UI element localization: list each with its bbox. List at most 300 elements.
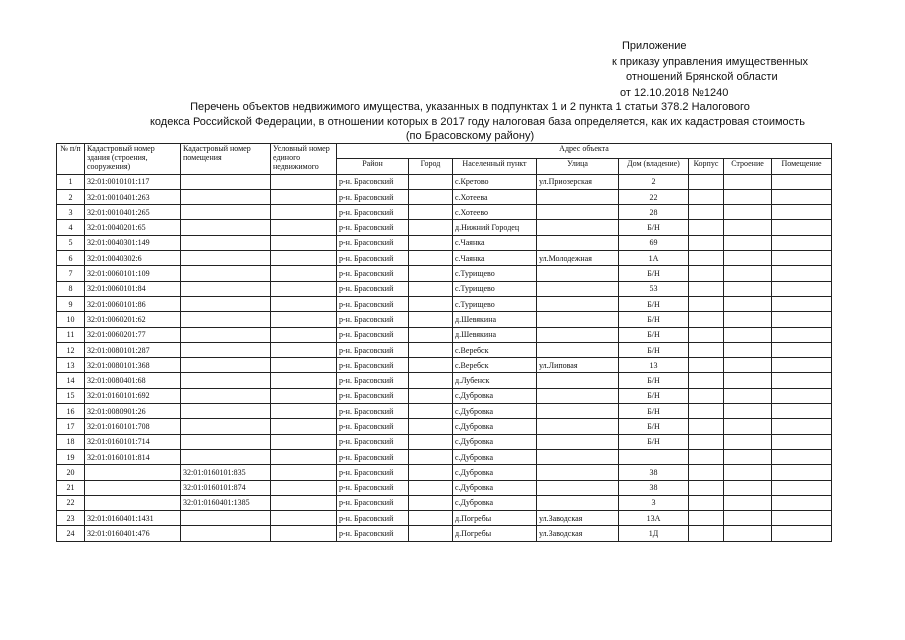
cell-cond-num	[271, 511, 337, 526]
table-row	[57, 511, 832, 526]
cell-city	[409, 449, 453, 464]
cell-cad-room	[181, 449, 271, 464]
cell-house: 69	[619, 235, 689, 250]
cell-cad-room	[181, 296, 271, 311]
header-cad-building-text: Кадастровый номер здания (строения, сооружения)	[87, 144, 155, 171]
cell-cond-num	[271, 480, 337, 495]
cell-district: р-н. Брасовский	[337, 526, 409, 541]
title-line-1: Перечень объектов недвижимого имущества, указанных в подпунктах 1 и 2 пункта 1 статьи 378.2 Налогового	[190, 101, 750, 113]
cell-cad-room	[181, 388, 271, 403]
cell-city	[409, 251, 453, 266]
cell-num: 2	[57, 189, 85, 204]
cell-building	[724, 266, 772, 281]
header-cad-room-text: Кадастровый номер помещения	[183, 144, 251, 162]
cell-district: р-н. Брасовский	[337, 434, 409, 449]
cell-house: Б/Н	[619, 266, 689, 281]
cell-settlement: с.Веребск	[453, 342, 537, 357]
cell-room	[772, 373, 832, 388]
table-row	[57, 419, 832, 434]
cell-building	[724, 327, 772, 342]
cell-cad-building: 32:01:0160101:708	[85, 419, 181, 434]
cell-cad-room: 32:01:0160401:1385	[181, 495, 271, 510]
cell-num: 5	[57, 235, 85, 250]
cell-building	[724, 296, 772, 311]
cell-district: р-н. Брасовский	[337, 174, 409, 189]
cell-corpus	[689, 449, 724, 464]
table-body	[57, 174, 832, 541]
cell-district: р-н. Брасовский	[337, 388, 409, 403]
cell-cond-num	[271, 251, 337, 266]
cell-building	[724, 220, 772, 235]
table-row	[57, 296, 832, 311]
header-building: Строение	[724, 159, 772, 174]
cell-district: р-н. Брасовский	[337, 480, 409, 495]
cell-cad-building: 32:01:0060101:109	[85, 266, 181, 281]
cell-settlement: с.Дубровка	[453, 388, 537, 403]
table-row	[57, 266, 832, 281]
cell-cad-building: 32:01:0160101:714	[85, 434, 181, 449]
cell-district: р-н. Брасовский	[337, 373, 409, 388]
cell-corpus	[689, 189, 724, 204]
cell-street	[537, 327, 619, 342]
cell-corpus	[689, 465, 724, 480]
cell-cad-building: 32:01:0160401:476	[85, 526, 181, 541]
cell-room	[772, 189, 832, 204]
cell-room	[772, 312, 832, 327]
cell-num: 14	[57, 373, 85, 388]
cell-corpus	[689, 235, 724, 250]
cell-district: р-н. Брасовский	[337, 266, 409, 281]
cell-room	[772, 511, 832, 526]
table-row	[57, 281, 832, 296]
cell-cad-room	[181, 220, 271, 235]
cell-cad-room: 32:01:0160101:835	[181, 465, 271, 480]
cell-cad-room	[181, 205, 271, 220]
cell-building	[724, 495, 772, 510]
table-row	[57, 434, 832, 449]
appendix-title: Приложение	[622, 40, 687, 52]
cell-cond-num	[271, 495, 337, 510]
cell-cad-room	[181, 174, 271, 189]
cell-num: 15	[57, 388, 85, 403]
cell-house: Б/Н	[619, 404, 689, 419]
cell-cad-room	[181, 419, 271, 434]
cell-room	[772, 419, 832, 434]
cell-corpus	[689, 358, 724, 373]
table-row	[57, 465, 832, 480]
cell-street	[537, 449, 619, 464]
cell-street: ул.Липовая	[537, 358, 619, 373]
appendix-date-line: от 12.10.2018 №1240	[620, 86, 729, 99]
table-row	[57, 404, 832, 419]
cell-cad-room: 32:01:0160101:874	[181, 480, 271, 495]
cell-cad-building: 32:01:0040302:6	[85, 251, 181, 266]
cell-house: 2	[619, 174, 689, 189]
cell-street	[537, 388, 619, 403]
cell-settlement: с.Дубровка	[453, 495, 537, 510]
cell-room	[772, 388, 832, 403]
cell-street	[537, 281, 619, 296]
cell-room	[772, 251, 832, 266]
cell-cad-building	[85, 480, 181, 495]
cell-house: 38	[619, 465, 689, 480]
cell-building	[724, 251, 772, 266]
cell-num: 10	[57, 312, 85, 327]
cell-city	[409, 434, 453, 449]
cell-settlement: с.Турищево	[453, 281, 537, 296]
cell-city	[409, 526, 453, 541]
cell-room	[772, 174, 832, 189]
header-cond-num-text: Условный номер единого недвижимого	[273, 144, 330, 171]
cell-house: 13А	[619, 511, 689, 526]
cell-corpus	[689, 296, 724, 311]
cell-district: р-н. Брасовский	[337, 251, 409, 266]
table-row	[57, 312, 832, 327]
cell-city	[409, 419, 453, 434]
cell-house: 3	[619, 495, 689, 510]
cell-cad-room	[181, 281, 271, 296]
cell-settlement: с.Дубровка	[453, 465, 537, 480]
cell-room	[772, 327, 832, 342]
cell-cad-room	[181, 266, 271, 281]
cell-corpus	[689, 251, 724, 266]
cell-city	[409, 404, 453, 419]
cell-cad-building	[85, 495, 181, 510]
table-row	[57, 220, 832, 235]
cell-num: 12	[57, 342, 85, 357]
cell-corpus	[689, 174, 724, 189]
cell-street	[537, 266, 619, 281]
cell-city	[409, 266, 453, 281]
cell-building	[724, 312, 772, 327]
cell-settlement: д.Шевякина	[453, 327, 537, 342]
cell-district: р-н. Брасовский	[337, 404, 409, 419]
cell-house: 53	[619, 281, 689, 296]
cell-street: ул.Приозерская	[537, 174, 619, 189]
cell-house: 1Д	[619, 526, 689, 541]
header-street: Улица	[537, 159, 619, 174]
cell-num: 6	[57, 251, 85, 266]
cell-num: 19	[57, 449, 85, 464]
cell-building	[724, 526, 772, 541]
appendix-block	[612, 39, 852, 101]
cell-num: 20	[57, 465, 85, 480]
cell-cad-building: 32:01:0080101:287	[85, 342, 181, 357]
cell-cad-building: 32:01:0160101:692	[85, 388, 181, 403]
cell-settlement: с.Дубровка	[453, 404, 537, 419]
cell-cond-num	[271, 205, 337, 220]
cell-district: р-н. Брасовский	[337, 495, 409, 510]
cell-room	[772, 404, 832, 419]
table-row	[57, 327, 832, 342]
table-row	[57, 526, 832, 541]
cell-cad-room	[181, 434, 271, 449]
cell-settlement: д.Шевякина	[453, 312, 537, 327]
cell-num: 1	[57, 174, 85, 189]
cell-street	[537, 220, 619, 235]
header-house: Дом (владение)	[619, 159, 689, 174]
cell-city	[409, 189, 453, 204]
cell-cad-building: 32:01:0160101:814	[85, 449, 181, 464]
cell-building	[724, 205, 772, 220]
table-row	[57, 495, 832, 510]
cell-city	[409, 495, 453, 510]
cell-corpus	[689, 495, 724, 510]
cell-cad-room	[181, 235, 271, 250]
cell-street: ул.Молодежная	[537, 251, 619, 266]
cell-room	[772, 235, 832, 250]
cell-city	[409, 480, 453, 495]
cell-building	[724, 480, 772, 495]
cell-cond-num	[271, 419, 337, 434]
cell-district: р-н. Брасовский	[337, 449, 409, 464]
table-row	[57, 358, 832, 373]
cell-district: р-н. Брасовский	[337, 511, 409, 526]
cell-corpus	[689, 373, 724, 388]
cell-cad-building: 32:01:0080401:68	[85, 373, 181, 388]
table-row	[57, 251, 832, 266]
cell-room	[772, 358, 832, 373]
table-row	[57, 205, 832, 220]
cell-num: 8	[57, 281, 85, 296]
header-cond-num	[271, 144, 337, 175]
cell-room	[772, 434, 832, 449]
cell-settlement: с.Дубровка	[453, 419, 537, 434]
table-row	[57, 480, 832, 495]
header-cad-room	[181, 144, 271, 175]
cell-cond-num	[271, 465, 337, 480]
cell-building	[724, 373, 772, 388]
cell-street	[537, 342, 619, 357]
table-row	[57, 189, 832, 204]
cell-num: 18	[57, 434, 85, 449]
cell-cad-building: 32:01:0060201:77	[85, 327, 181, 342]
cell-corpus	[689, 266, 724, 281]
cell-room	[772, 480, 832, 495]
appendix-order-line: к приказу управления имущественных	[612, 55, 808, 68]
cell-cad-room	[181, 189, 271, 204]
cell-corpus	[689, 526, 724, 541]
cell-district: р-н. Брасовский	[337, 358, 409, 373]
cell-cad-room	[181, 342, 271, 357]
cell-settlement: с.Хотеева	[453, 189, 537, 204]
cell-room	[772, 281, 832, 296]
cell-cad-building: 32:01:0060201:62	[85, 312, 181, 327]
cell-num: 4	[57, 220, 85, 235]
cell-cond-num	[271, 373, 337, 388]
cell-cond-num	[271, 281, 337, 296]
cell-cad-room	[181, 526, 271, 541]
title-line-3: (по Брасовскому району)	[405, 130, 535, 142]
cell-district: р-н. Брасовский	[337, 327, 409, 342]
cell-num: 22	[57, 495, 85, 510]
cell-cad-room	[181, 511, 271, 526]
cell-building	[724, 465, 772, 480]
cell-cad-room	[181, 404, 271, 419]
cell-num: 16	[57, 404, 85, 419]
cell-cond-num	[271, 220, 337, 235]
cell-house	[619, 449, 689, 464]
cell-num: 21	[57, 480, 85, 495]
cell-house: Б/Н	[619, 296, 689, 311]
cell-cad-room	[181, 358, 271, 373]
cell-street	[537, 235, 619, 250]
cell-room	[772, 205, 832, 220]
cell-room	[772, 495, 832, 510]
cell-corpus	[689, 312, 724, 327]
cell-house: 13	[619, 358, 689, 373]
cell-building	[724, 511, 772, 526]
cell-district: р-н. Брасовский	[337, 419, 409, 434]
cell-cond-num	[271, 404, 337, 419]
cell-settlement: с.Дубровка	[453, 480, 537, 495]
cell-cond-num	[271, 526, 337, 541]
cell-room	[772, 465, 832, 480]
cell-cond-num	[271, 235, 337, 250]
cell-corpus	[689, 327, 724, 342]
cell-corpus	[689, 511, 724, 526]
cell-district: р-н. Брасовский	[337, 235, 409, 250]
cell-room	[772, 220, 832, 235]
cell-house: 28	[619, 205, 689, 220]
cell-house: 1А	[619, 251, 689, 266]
cell-cad-room	[181, 327, 271, 342]
cell-building	[724, 189, 772, 204]
cell-building	[724, 174, 772, 189]
cell-cad-building: 32:01:0040301:149	[85, 235, 181, 250]
cell-building	[724, 404, 772, 419]
cell-building	[724, 388, 772, 403]
cell-corpus	[689, 205, 724, 220]
cell-settlement: д.Погребы	[453, 526, 537, 541]
cell-cad-building: 32:01:0040201:65	[85, 220, 181, 235]
cell-num: 17	[57, 419, 85, 434]
header-row-1	[57, 144, 832, 159]
cell-house: 38	[619, 480, 689, 495]
cell-cond-num	[271, 342, 337, 357]
cell-district: р-н. Брасовский	[337, 220, 409, 235]
cell-building	[724, 281, 772, 296]
cell-settlement: с.Турищево	[453, 296, 537, 311]
cell-city	[409, 388, 453, 403]
cell-city	[409, 511, 453, 526]
cell-street	[537, 419, 619, 434]
cell-room	[772, 296, 832, 311]
cell-corpus	[689, 419, 724, 434]
cell-house: Б/Н	[619, 342, 689, 357]
cell-room	[772, 266, 832, 281]
cell-num: 24	[57, 526, 85, 541]
cell-num: 7	[57, 266, 85, 281]
cell-house: Б/Н	[619, 373, 689, 388]
cell-cad-building: 32:01:0010401:265	[85, 205, 181, 220]
cell-num: 11	[57, 327, 85, 342]
cell-cad-building	[85, 465, 181, 480]
cell-house: Б/Н	[619, 388, 689, 403]
cell-settlement: с.Дубровка	[453, 449, 537, 464]
cell-cond-num	[271, 174, 337, 189]
cell-house: Б/Н	[619, 220, 689, 235]
cell-settlement: с.Чаянка	[453, 251, 537, 266]
cell-num: 23	[57, 511, 85, 526]
cell-cad-building: 32:01:0060101:84	[85, 281, 181, 296]
header-address: Адрес объекта	[337, 144, 832, 159]
cell-city	[409, 312, 453, 327]
title-line-2: кодекса Российской Федерации, в отношении которых в 2017 году налоговая база определяется, как их кадастровая стоимость	[150, 115, 805, 128]
cell-num: 9	[57, 296, 85, 311]
table-row	[57, 373, 832, 388]
cell-district: р-н. Брасовский	[337, 296, 409, 311]
cell-corpus	[689, 342, 724, 357]
cell-city	[409, 465, 453, 480]
cell-house: Б/Н	[619, 434, 689, 449]
cell-house: 22	[619, 189, 689, 204]
header-room: Помещение	[772, 159, 832, 174]
cell-city	[409, 358, 453, 373]
cell-cond-num	[271, 266, 337, 281]
cell-cond-num	[271, 327, 337, 342]
cell-num: 3	[57, 205, 85, 220]
cell-house: Б/Н	[619, 312, 689, 327]
cell-settlement: с.Дубровка	[453, 434, 537, 449]
table-row	[57, 342, 832, 357]
cell-street	[537, 495, 619, 510]
cell-city	[409, 327, 453, 342]
cell-street	[537, 404, 619, 419]
cell-cad-building: 32:01:0080101:368	[85, 358, 181, 373]
cell-room	[772, 342, 832, 357]
cell-cad-building: 32:01:0060101:86	[85, 296, 181, 311]
cell-building	[724, 358, 772, 373]
cell-settlement: с.Хотеево	[453, 205, 537, 220]
cell-district: р-н. Брасовский	[337, 312, 409, 327]
table-row	[57, 235, 832, 250]
cell-district: р-н. Брасовский	[337, 465, 409, 480]
cell-city	[409, 174, 453, 189]
cell-settlement: с.Кретово	[453, 174, 537, 189]
cell-corpus	[689, 434, 724, 449]
cell-settlement: д.Нижний Городец	[453, 220, 537, 235]
cell-cond-num	[271, 434, 337, 449]
cell-street	[537, 373, 619, 388]
cell-cad-room	[181, 373, 271, 388]
cell-cond-num	[271, 388, 337, 403]
cell-cond-num	[271, 358, 337, 373]
cell-cond-num	[271, 449, 337, 464]
cell-house: Б/Н	[619, 327, 689, 342]
property-table	[56, 143, 832, 542]
cell-street	[537, 465, 619, 480]
cell-city	[409, 205, 453, 220]
cell-street	[537, 189, 619, 204]
cell-corpus	[689, 281, 724, 296]
cell-building	[724, 342, 772, 357]
cell-cond-num	[271, 189, 337, 204]
cell-corpus	[689, 480, 724, 495]
cell-corpus	[689, 404, 724, 419]
cell-settlement: с.Чаянка	[453, 235, 537, 250]
table-row	[57, 174, 832, 189]
cell-room	[772, 449, 832, 464]
cell-cad-building: 32:01:0010101:117	[85, 174, 181, 189]
cell-city	[409, 342, 453, 357]
header-settlement: Населенный пункт	[453, 159, 537, 174]
cell-district: р-н. Брасовский	[337, 342, 409, 357]
cell-city	[409, 220, 453, 235]
cell-cond-num	[271, 296, 337, 311]
cell-corpus	[689, 388, 724, 403]
cell-building	[724, 434, 772, 449]
